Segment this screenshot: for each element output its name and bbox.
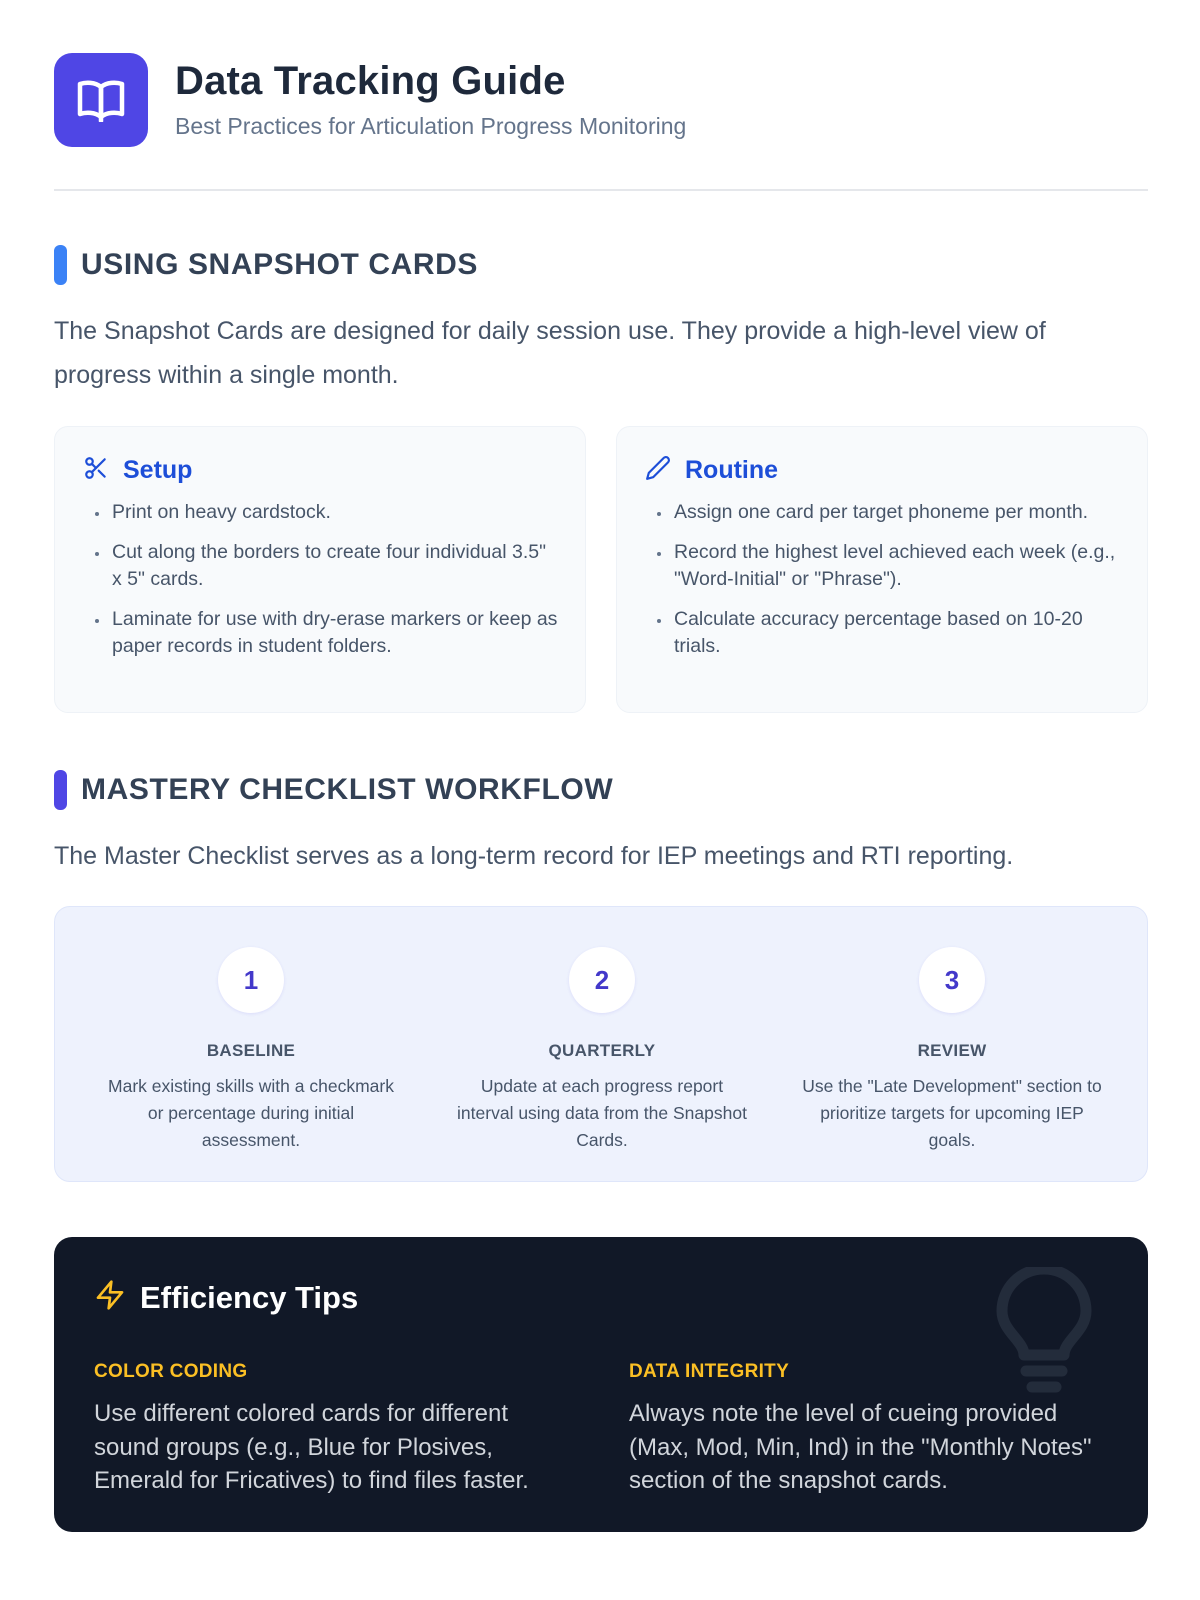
mastery-section-heading	[54, 770, 613, 810]
step-number: 1	[218, 947, 284, 1013]
step-number: 2	[569, 947, 635, 1013]
page-header	[54, 53, 1148, 191]
step-number: 3	[919, 947, 985, 1013]
list-item: • Record the highest level achieved each week (e.g., "Word-Initial" or "Phrase").	[672, 539, 1123, 593]
list-item: • Cut along the borders to create four individual 3.5" x 5" cards.	[110, 539, 561, 593]
card-header	[83, 455, 192, 486]
tip-data-integrity	[629, 1361, 1099, 1498]
section-accent-bar	[54, 770, 67, 810]
setup-card	[54, 426, 586, 713]
step-review	[802, 947, 1102, 1154]
list-item: • Print on heavy cardstock.	[110, 499, 561, 526]
tip-label: COLOR CODING	[94, 1361, 248, 1382]
efficiency-tips-panel	[54, 1237, 1148, 1532]
step-label: REVIEW	[917, 1041, 987, 1060]
section-title: USING SNAPSHOT CARDS	[81, 248, 479, 281]
routine-card	[616, 426, 1148, 713]
tip-color-coding	[94, 1361, 564, 1498]
step-text: Use the "Late Development" section to prioritize targets for upcoming IEP goals.	[802, 1076, 1102, 1150]
card-title: Routine	[685, 456, 779, 484]
tips-header	[94, 1279, 358, 1316]
tip-label: DATA INTEGRITY	[629, 1361, 790, 1382]
list-item: • Calculate accuracy percentage based on 10-20 trials.	[672, 606, 1123, 660]
tip-text: Always note the level of cueing provided (Max, Mod, Min, Ind) in the "Monthly Notes" section of the snapshot cards.	[629, 1400, 1092, 1494]
step-label: BASELINE	[206, 1041, 296, 1060]
pencil-icon	[645, 455, 671, 486]
step-quarterly	[452, 947, 752, 1154]
page-subtitle: Best Practices for Articulation Progress Monitoring	[175, 113, 687, 139]
step-label: QUARTERLY	[548, 1041, 656, 1060]
workflow-steps	[54, 906, 1148, 1182]
book-icon	[54, 53, 148, 147]
card-title: Setup	[123, 456, 193, 484]
lightning-icon	[94, 1279, 126, 1316]
list-item: • Assign one card per target phoneme per month.	[672, 499, 1123, 526]
list-item: • Laminate for use with dry-erase markers or keep as paper records in student folders.	[110, 606, 561, 660]
step-text: Mark existing skills with a checkmark or percentage during initial assessment.	[108, 1076, 394, 1150]
snapshot-section-heading	[54, 245, 478, 285]
setup-list	[83, 499, 561, 673]
card-header	[645, 455, 778, 486]
section-accent-bar	[54, 245, 67, 285]
step-text: Update at each progress report interval using data from the Snapshot Cards.	[457, 1076, 747, 1150]
section-title: MASTERY CHECKLIST WORKFLOW	[81, 773, 614, 806]
tips-title: Efficiency Tips	[140, 1279, 359, 1315]
scissors-icon	[83, 455, 109, 486]
snapshot-description: The Snapshot Cards are designed for daily session use. They provide a high-level view of progress within a single month.	[54, 317, 1046, 389]
tip-text: Use different colored cards for different sound groups (e.g., Blue for Plosives, Emerald for Fricatives) to find files faster.	[94, 1400, 529, 1494]
step-baseline	[101, 947, 401, 1154]
routine-list	[645, 499, 1123, 673]
page-title: Data Tracking Guide	[175, 59, 566, 103]
mastery-description: The Master Checklist serves as a long-term record for IEP meetings and RTI reporting.	[54, 842, 1014, 870]
